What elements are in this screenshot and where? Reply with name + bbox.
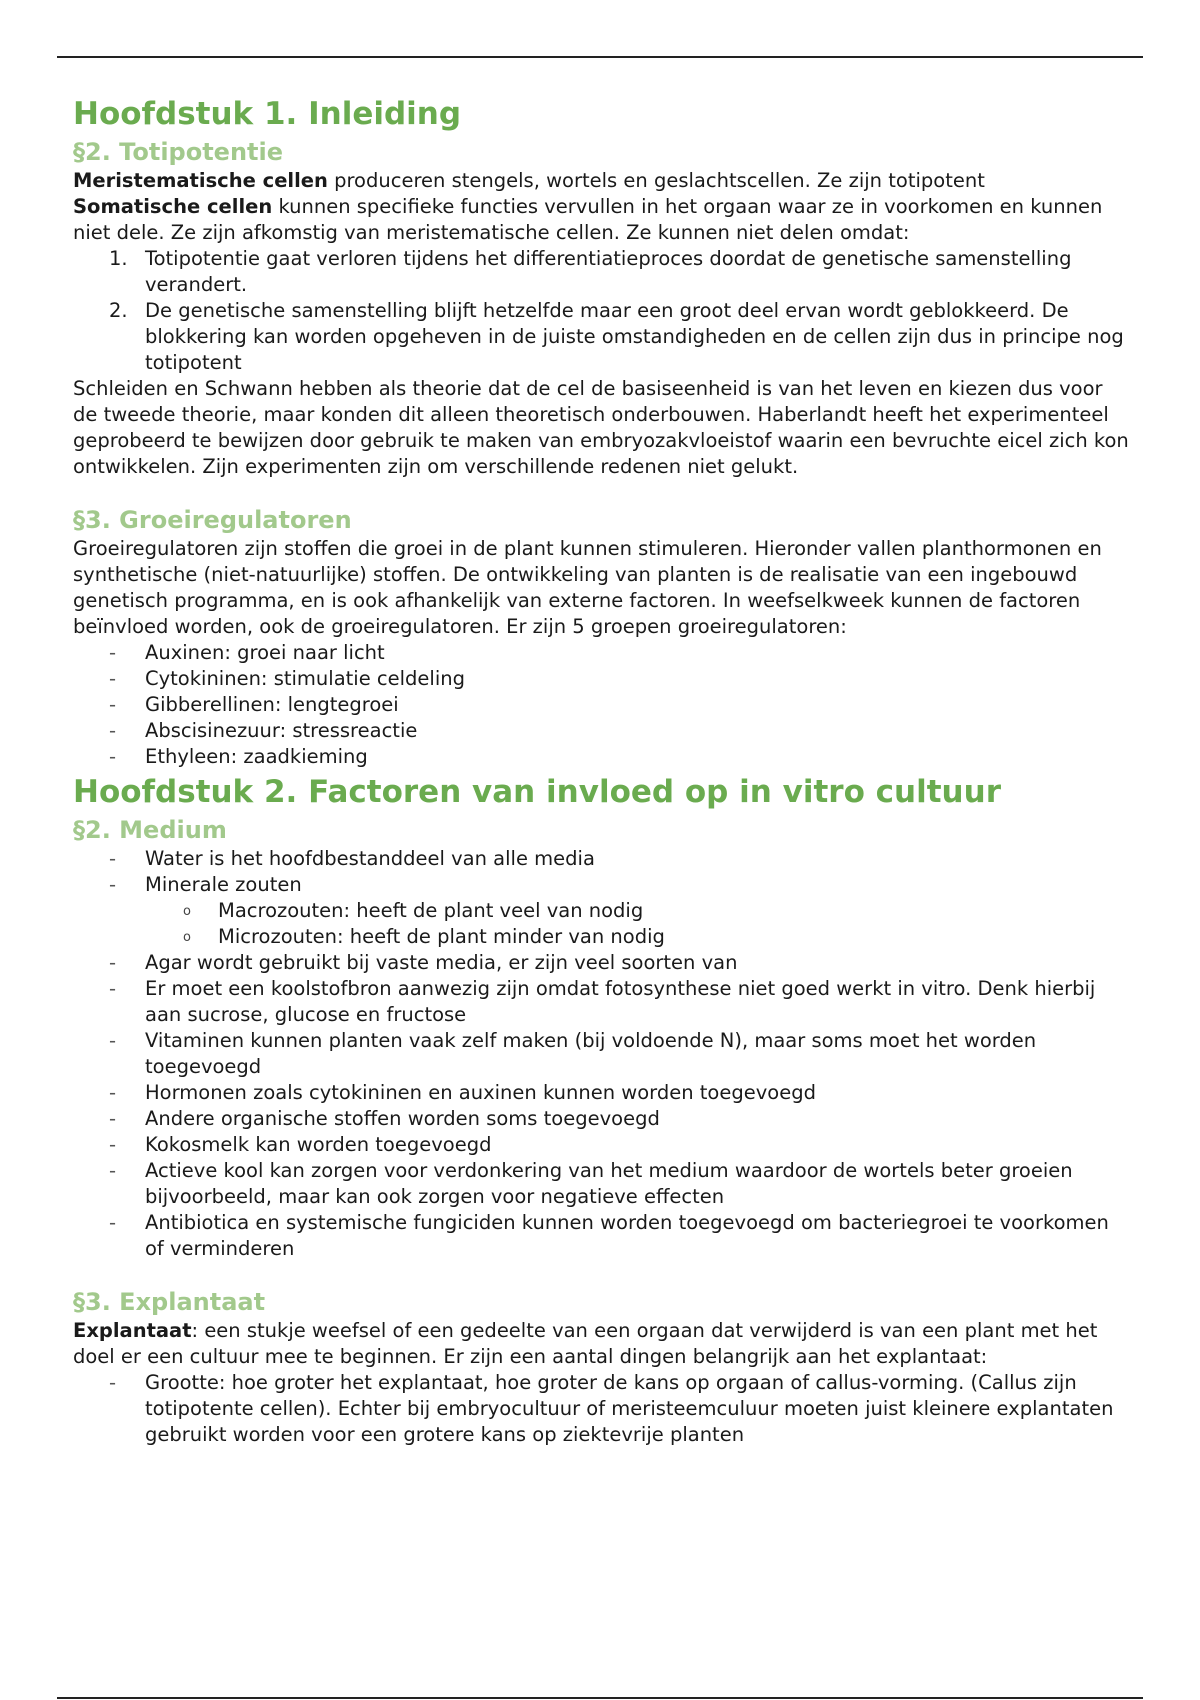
list-item: - Vitaminen kunnen planten vaak zelf maken (bij voldoende N), maar soms moet het worden toegevoegd: [109, 1029, 1037, 1078]
list-item: 1. Totipotentie gaat verloren tijdens het differentiatieproces doordat de genetische samenstelling verandert.: [109, 247, 1072, 296]
list-item: - Er moet een koolstofbron aanwezig zijn omdat fotosynthese niet goed werkt in vitro. Denk hierbij aan sucrose, glucose en fructose: [109, 977, 1096, 1026]
section-medium-title: §2. Medium: [73, 816, 227, 844]
paragraph-schleiden: Schleiden en Schwann hebben als theorie dat de cel de basiseenheid is van het leven en kiezen dus voor de tweede theorie, maar konden dit alleen theoretisch onderbouwen. Haberlandt heeft het experimenteel geprobeerd te bewijzen door gebruik te maken van embryozakvloeistof waarin een bevruchte eicel zich kon ontwikkelen. Zijn experimenten zijn om verschillende redenen niet gelukt.: [73, 377, 1129, 478]
numbered-list-theories: [73, 246, 1133, 376]
list-item: - Andere organische stoffen worden soms toegevoegd: [109, 1107, 660, 1130]
bullet-list-medium: [73, 846, 1133, 898]
list-item: 2. De genetische samenstelling blijft hetzelfde maar een groot deel ervan wordt geblokkeerd. De blokkering kan worden opgeheven in de juiste omstandigheden en de cellen zijn dus in principe nog totipotent: [109, 299, 1124, 374]
sub-list-zouten: [73, 898, 1133, 950]
list-item: - Agar wordt gebruikt bij vaste media, er zijn veel soorten van: [109, 951, 738, 974]
list-item: - Antibiotica en systemische fungiciden kunnen worden toegevoegd om bacteriegroei te voorkomen of verminderen: [109, 1211, 1109, 1260]
sub-list-item: o Macrozouten: heeft de plant veel van nodig: [183, 899, 644, 922]
list-item: - Kokosmelk kan worden toegevoegd: [109, 1133, 492, 1156]
chapter-1-title: Hoofdstuk 1. Inleiding: [73, 96, 462, 132]
list-item: - Hormonen zoals cytokininen en auxinen kunnen worden toegevoegd: [109, 1081, 816, 1104]
list-item: - Abscisinezuur: stressreactie: [109, 719, 418, 742]
list-item: - Auxinen: groei naar licht: [109, 641, 385, 664]
list-item: - Actieve kool kan zorgen voor verdonkering van het medium waardoor de wortels beter groeien bijvoorbeeld, maar kan ook zorgen voor negatieve effecten: [109, 1159, 1073, 1208]
list-item: - Cytokininen: stimulatie celdeling: [109, 667, 465, 690]
paragraph-meristematisch: Meristematische cellen produceren stengels, wortels en geslachtscellen. Ze zijn totipotent: [73, 169, 985, 192]
document-body: [73, 92, 1133, 1448]
bullet-list-groeiregulatoren: [73, 640, 1133, 770]
footer-rule: [57, 1697, 1143, 1699]
paragraph-somatisch: Somatische cellen kunnen specifieke functies vervullen in het orgaan waar ze in voorkomen en kunnen niet dele. Ze zijn afkomstig van meristematische cellen. Ze kunnen niet delen omdat:: [73, 195, 1103, 244]
paragraph-explantaat: Explantaat: een stukje weefsel of een gedeelte van een orgaan dat verwijderd is van een plant met het doel er een cultuur mee te beginnen. Er zijn een aantal dingen belangrijk aan het explantaat:: [73, 1319, 1098, 1368]
section-groeiregulatoren-title: §3. Groeiregulatoren: [73, 506, 352, 534]
section-totipotentie-title: §2. Totipotentie: [73, 138, 284, 166]
list-item: - Water is het hoofdbestanddeel van alle media: [109, 847, 595, 870]
bullet-list-medium-continued: [73, 950, 1133, 1262]
term-explantaat: Explantaat: [73, 1319, 192, 1342]
paragraph-groeiregulatoren: Groeiregulatoren zijn stoffen die groei in de plant kunnen stimuleren. Hieronder vallen planthormonen en synthetische (niet-natuurlijke) stoffen. De ontwikkeling van planten is de realisatie van een ingebouwd genetisch programma, en is ook afhankelijk van externe factoren. In weefselkweek kunnen de factoren beïnvloed worden, ook de groeiregulatoren. Er zijn 5 groepen groeiregulatoren:: [73, 537, 1102, 638]
list-item: - Gibberellinen: lengtegroei: [109, 693, 399, 716]
header-rule: [57, 56, 1143, 58]
list-item: - Ethyleen: zaadkieming: [109, 745, 368, 768]
sub-list-item: o Microzouten: heeft de plant minder van nodig: [183, 925, 665, 948]
chapter-2-title: Hoofdstuk 2. Factoren van invloed op in vitro cultuur: [73, 774, 1001, 810]
bullet-list-explantaat: [73, 1370, 1133, 1448]
list-item: - Minerale zouten: [109, 873, 302, 896]
list-item: - Grootte: hoe groter het explantaat, hoe groter de kans op orgaan of callus-vorming. (Callus zijn totipotente cellen). Echter bij embryocultuur of meristeemculuur moeten juist kleinere explantaten gebruikt worden voor een grotere kans op ziektevrije planten: [109, 1371, 1114, 1446]
section-explantaat-title: §3. Explantaat: [73, 1288, 266, 1316]
term-somatische-cellen: Somatische cellen: [73, 195, 273, 218]
term-meristematische-cellen: Meristematische cellen: [73, 169, 328, 192]
